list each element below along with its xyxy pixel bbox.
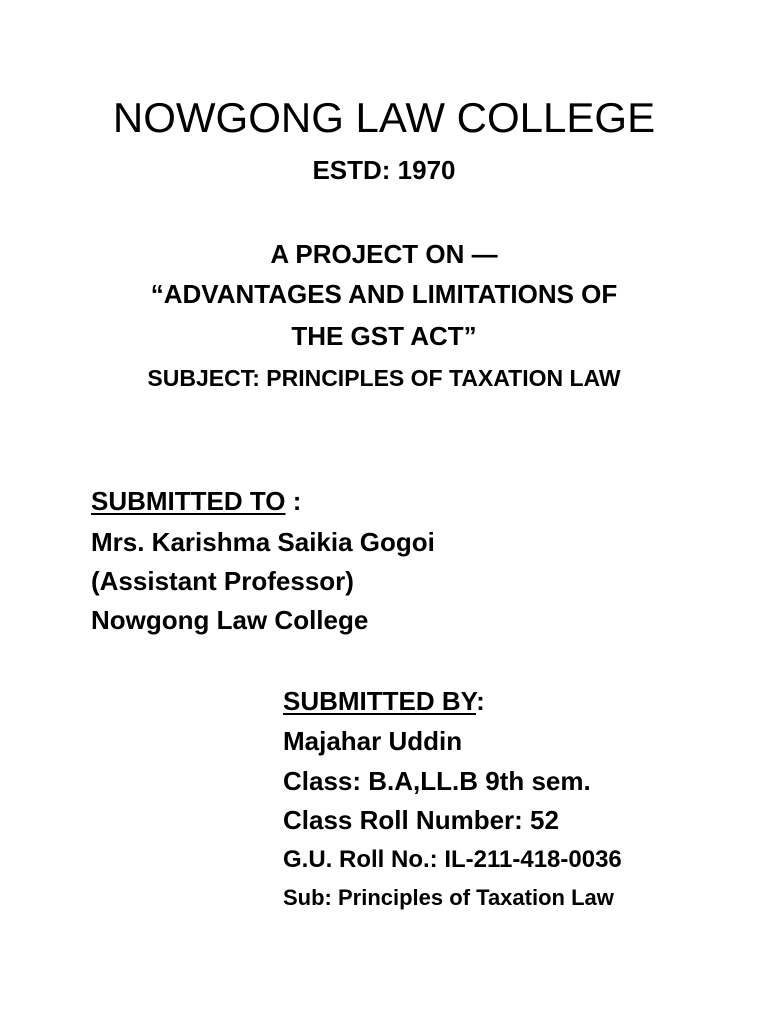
submitted-by-heading-colon: :: [476, 686, 485, 716]
recipient-designation: (Assistant Professor): [91, 566, 354, 596]
college-name: NOWGONG LAW COLLEGE: [112, 94, 656, 141]
submitter-subject: Sub: Principles of Taxation Law: [283, 885, 614, 910]
project-title-line-2: THE GST ACT”: [291, 321, 477, 351]
submitted-to-heading: [91, 488, 301, 514]
submitter-class: Class: B.A,LL.B 9th sem.: [283, 766, 591, 796]
submitted-to-heading-text: SUBMITTED TO: [91, 486, 286, 516]
recipient-name: Mrs. Karishma Saikia Gogoi: [91, 527, 435, 557]
submitter-name: Majahar Uddin: [283, 726, 463, 756]
recipient-institution: Nowgong Law College: [91, 605, 369, 635]
submitter-gu-roll: G.U. Roll No.: IL-211-418-0036: [283, 846, 622, 873]
submitted-to-heading-colon: :: [285, 486, 302, 516]
submitter-roll-number: Class Roll Number: 52: [283, 805, 559, 835]
project-intro: A PROJECT ON —: [270, 239, 498, 269]
submitted-by-heading: [283, 688, 485, 714]
established-year: ESTD: 1970: [312, 155, 456, 185]
submitted-by-heading-text: SUBMITTED BY: [283, 686, 477, 716]
project-subject: SUBJECT: PRINCIPLES OF TAXATION LAW: [147, 365, 621, 391]
project-title-line-1: “ADVANTAGES AND LIMITATIONS OF: [150, 279, 618, 309]
